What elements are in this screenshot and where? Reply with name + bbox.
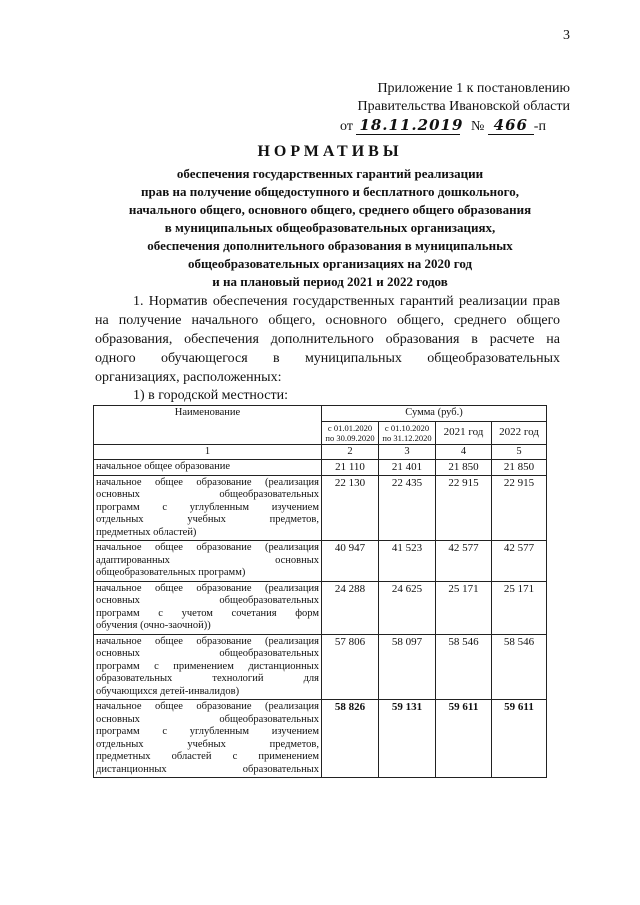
paragraph-line: на получение начального общего, основного общего, среднего общего [95,313,560,328]
header-name: Наименование [94,406,322,445]
row-value: 58 546 [436,634,492,700]
row-value: 40 947 [322,541,379,582]
row-value: 42 577 [492,541,547,582]
row-value: 59 611 [492,700,547,778]
row-name [94,581,322,634]
row-name-line: дистанционных образовательных [96,763,319,775]
sub-heading-urban: 1) в городской местности: [133,388,288,403]
header-period-2 [379,421,436,444]
paragraph-line: 1. Норматив обеспечения государственных гарантий реализации прав [133,294,560,309]
number-suffix: -п [533,119,546,134]
row-value: 22 915 [436,475,492,541]
row-name-line: начальное общее образование (реализация [96,542,319,553]
table-row [94,581,547,634]
table-row [94,634,547,700]
row-value: 59 611 [436,700,492,778]
number-sign: № [470,119,485,134]
handwritten-date: 18.11.2019 [356,116,460,135]
title-line: обеспечения дополнительного образования в муниципальных [147,238,513,253]
table-header-row [94,406,547,422]
row-value: 21 110 [322,460,379,476]
norms-table [93,405,547,778]
header-year-2022: 2022 год [492,421,547,444]
row-name-line: основных общеобразовательных [96,489,319,500]
row-value: 41 523 [379,541,436,582]
row-name-line: адаптированных основных [96,554,319,566]
header-year-2021: 2021 год [436,421,492,444]
row-value: 58 546 [492,634,547,700]
paragraph-line: образования, обеспечения дополнительного образования в расчете на [95,332,560,347]
row-value: 21 850 [436,460,492,476]
row-name [94,700,322,778]
header-period-2-from: с 01.10.2020 [384,422,430,433]
row-value: 24 288 [322,581,379,634]
row-value: 58 097 [379,634,436,700]
row-value: 22 130 [322,475,379,541]
title-line: прав на получение общедоступного и бесплатного дошкольного, [141,184,519,199]
column-numbers-row [94,444,547,460]
table-row [94,700,547,778]
row-name-line: отдельных учебных предметов, [96,738,319,750]
row-value: 21 850 [492,460,547,476]
row-value: 21 401 [379,460,436,476]
row-name-line: программ с углубленным изучением [96,501,319,513]
title-line: обеспечения государственных гарантий реализации [176,166,484,181]
row-name-line: основных общеобразовательных [96,713,319,725]
row-value: 25 171 [436,581,492,634]
column-number: 1 [94,444,322,460]
row-value: 24 625 [379,581,436,634]
header-period-1 [322,421,379,444]
header-period-1-to: по 30.09.2020 [325,432,375,443]
header-period-1-from: с 01.01.2020 [327,422,373,433]
row-name-line: программ с учетом сочетания форм [96,607,319,619]
row-name-line: общеобразовательных программ) [96,567,246,578]
row-value: 22 915 [492,475,547,541]
row-value: 22 435 [379,475,436,541]
title-main: НОРМАТИВЫ [257,143,403,160]
paragraph-line: одного обучающегося в муниципальных общеобразовательных [95,351,560,366]
appendix-date-line [340,116,570,136]
row-name-line: начальное общее образование (реализация [96,701,319,712]
row-name-line: начальное общее образование (реализация [96,635,319,647]
header-sum: Сумма (руб.) [322,406,547,422]
row-name-line: обучающихся детей-инвалидов) [96,685,240,697]
row-name-line: отдельных учебных предметов, [96,514,319,525]
row-name [94,541,322,582]
column-number: 3 [379,444,436,460]
column-number: 5 [492,444,547,460]
document-title [80,143,580,291]
paragraph-1 [95,292,560,387]
row-name-line: основных общеобразовательных [96,648,319,659]
title-line: начального общего, основного общего, среднего общего образования [128,202,532,217]
row-value: 59 131 [379,700,436,778]
page-number: 3 [563,28,570,43]
row-name [94,475,322,541]
row-name [94,460,322,476]
header-period-2-to: по 31.12.2020 [382,432,432,443]
title-line: и на плановый период 2021 и 2022 годов [212,274,448,289]
row-value: 58 826 [322,700,379,778]
appendix-block [340,80,570,136]
title-line: в муниципальных общеобразовательных организациях, [164,220,496,235]
column-number: 4 [436,444,492,460]
column-number: 2 [322,444,379,460]
row-name-line: образовательных технологий для [96,673,319,684]
row-name-line: начальное общее образование (реализация [96,476,319,488]
row-value: 42 577 [436,541,492,582]
appendix-from-label: от [340,119,353,134]
row-name-line: основных общеобразовательных [96,595,319,606]
row-name-line: обучения (очно-заочной)) [96,620,211,631]
row-name-line: начальное общее образование [96,461,231,472]
row-name-line: программ с применением дистанционных [96,660,319,672]
row-value: 25 171 [492,581,547,634]
table-row [94,541,547,582]
table-row [94,475,547,541]
paragraph-line: организациях, расположенных: [95,370,282,385]
title-line: общеобразовательных организациях на 2020 год [187,256,473,271]
row-name-line: начальное общее образование (реализация [96,582,319,594]
handwritten-number: 466 [488,116,534,135]
row-name-line: предметных областей с применением [96,751,319,762]
appendix-line-1: Приложение 1 к постановлению [377,81,570,96]
row-value: 57 806 [322,634,379,700]
row-name [94,634,322,700]
row-name-line: программ с углубленным изучением [96,726,319,737]
table-row [94,460,547,476]
row-name-line: предметных областей) [96,526,197,538]
appendix-line-2: Правительства Ивановской области [357,99,570,114]
